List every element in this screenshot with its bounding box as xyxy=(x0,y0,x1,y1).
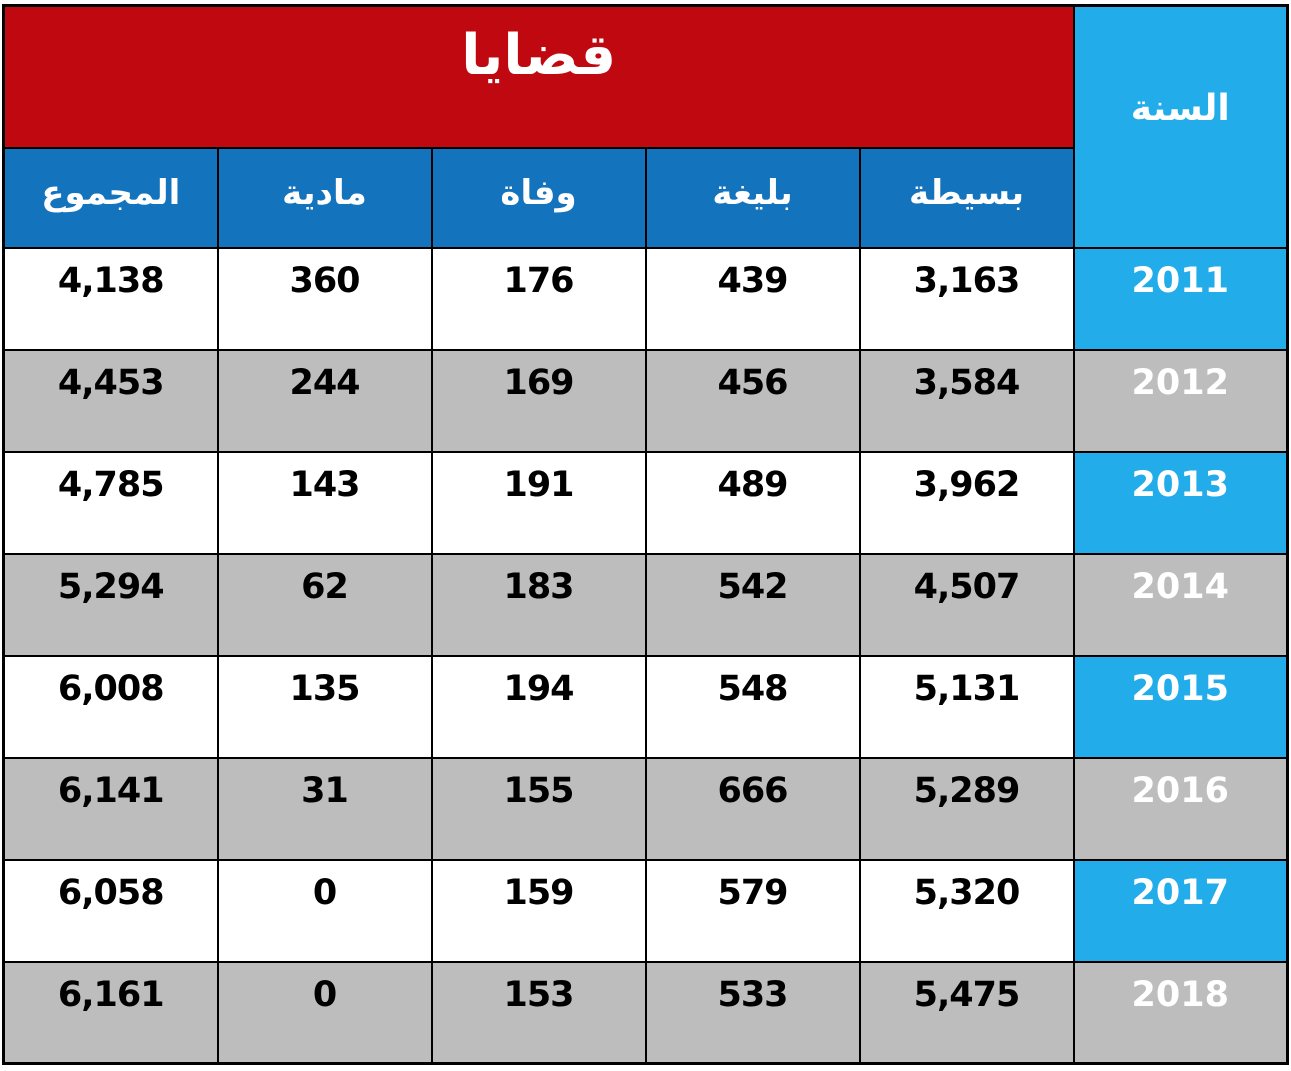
year-cell: 2015 xyxy=(1074,656,1288,758)
total-cell: 4,138 xyxy=(4,248,218,350)
material-cell: 62 xyxy=(218,554,432,656)
material-cell: 31 xyxy=(218,758,432,860)
death-cell: 191 xyxy=(432,452,646,554)
year-cell: 2014 xyxy=(1074,554,1288,656)
total-cell: 6,008 xyxy=(4,656,218,758)
total-cell: 6,141 xyxy=(4,758,218,860)
serious-cell: 456 xyxy=(646,350,860,452)
year-cell: 2018 xyxy=(1074,962,1288,1064)
table-row-2015 xyxy=(4,656,1288,758)
subheader-serious: بليغة xyxy=(646,148,860,248)
material-cell: 135 xyxy=(218,656,432,758)
total-cell: 5,294 xyxy=(4,554,218,656)
serious-cell: 579 xyxy=(646,860,860,962)
subheader-total: المجموع xyxy=(4,148,218,248)
table-row-2013 xyxy=(4,452,1288,554)
year-cell: 2012 xyxy=(1074,350,1288,452)
material-cell: 360 xyxy=(218,248,432,350)
simple-cell: 3,163 xyxy=(860,248,1074,350)
table-row-2014 xyxy=(4,554,1288,656)
table-row-2011 xyxy=(4,248,1288,350)
death-cell: 169 xyxy=(432,350,646,452)
year-cell: 2016 xyxy=(1074,758,1288,860)
material-cell: 244 xyxy=(218,350,432,452)
serious-cell: 666 xyxy=(646,758,860,860)
total-cell: 4,453 xyxy=(4,350,218,452)
death-cell: 183 xyxy=(432,554,646,656)
subheader-material: مادية xyxy=(218,148,432,248)
simple-cell: 5,289 xyxy=(860,758,1074,860)
serious-cell: 439 xyxy=(646,248,860,350)
total-cell: 6,161 xyxy=(4,962,218,1064)
simple-cell: 5,320 xyxy=(860,860,1074,962)
death-cell: 176 xyxy=(432,248,646,350)
simple-cell: 5,131 xyxy=(860,656,1074,758)
death-cell: 194 xyxy=(432,656,646,758)
total-cell: 6,058 xyxy=(4,860,218,962)
simple-cell: 3,962 xyxy=(860,452,1074,554)
subheader-death: وفاة xyxy=(432,148,646,248)
simple-cell: 5,475 xyxy=(860,962,1074,1064)
table-row-2016 xyxy=(4,758,1288,860)
serious-cell: 542 xyxy=(646,554,860,656)
serious-cell: 533 xyxy=(646,962,860,1064)
serious-cell: 489 xyxy=(646,452,860,554)
death-cell: 155 xyxy=(432,758,646,860)
death-cell: 153 xyxy=(432,962,646,1064)
serious-cell: 548 xyxy=(646,656,860,758)
table-row-2012 xyxy=(4,350,1288,452)
simple-cell: 4,507 xyxy=(860,554,1074,656)
year-cell: 2017 xyxy=(1074,860,1288,962)
material-cell: 143 xyxy=(218,452,432,554)
cases-by-year-table xyxy=(2,4,1289,1065)
death-cell: 159 xyxy=(432,860,646,962)
year-header-cell: السنة xyxy=(1074,6,1288,248)
material-cell: 0 xyxy=(218,860,432,962)
cases-header-cell: قضايا xyxy=(4,6,1074,148)
material-cell: 0 xyxy=(218,962,432,1064)
table-row-2018 xyxy=(4,962,1288,1064)
table-row-2017 xyxy=(4,860,1288,962)
year-cell: 2013 xyxy=(1074,452,1288,554)
simple-cell: 3,584 xyxy=(860,350,1074,452)
subheader-simple: بسيطة xyxy=(860,148,1074,248)
main-header-row xyxy=(4,6,1288,148)
total-cell: 4,785 xyxy=(4,452,218,554)
year-cell: 2011 xyxy=(1074,248,1288,350)
